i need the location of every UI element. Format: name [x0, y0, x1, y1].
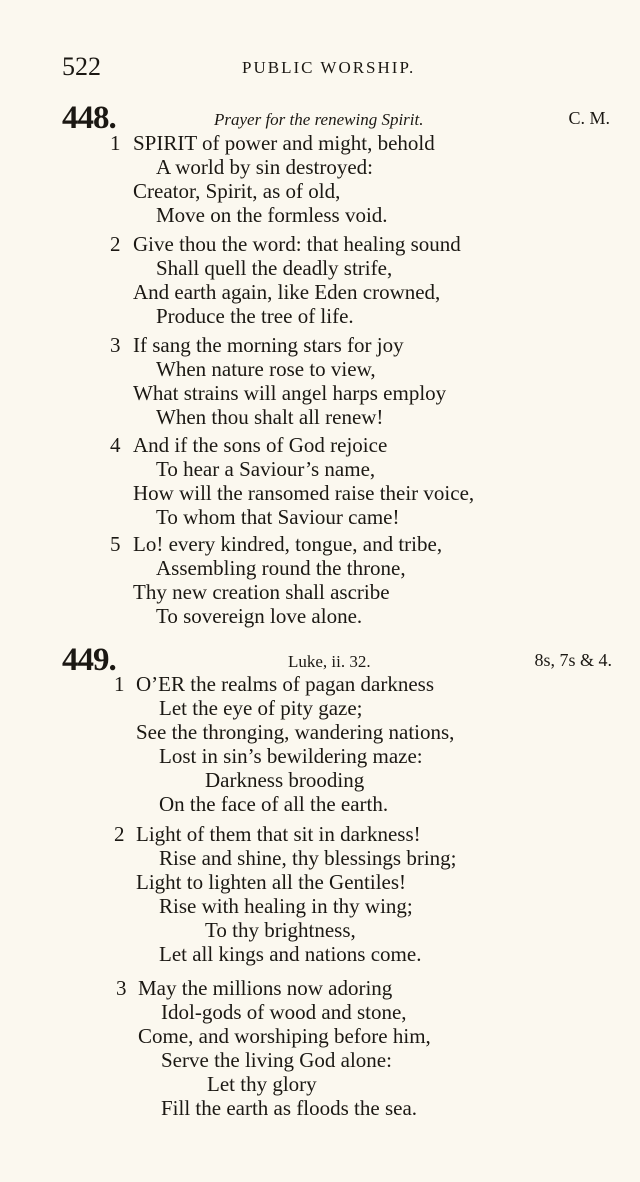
hymn-number: 448. — [62, 100, 116, 136]
verse-line: On the face of all the earth. — [159, 792, 389, 816]
verse-line: Thy new creation shall ascribe — [133, 580, 390, 604]
verse-line: Light of them that sit in darkness! — [136, 822, 421, 846]
verse-line: Idol-gods of wood and stone, — [161, 1000, 407, 1024]
stanza-number: 2 — [114, 822, 125, 846]
verse-line: Shall quell the deadly strife, — [156, 256, 393, 280]
verse-line: When thou shalt all renew! — [156, 405, 384, 429]
hymn-title: Prayer for the renewing Spirit. — [214, 110, 424, 129]
verse-line: If sang the morning stars for joy — [133, 333, 404, 357]
verse-line: Let thy glory — [207, 1072, 317, 1096]
verse-line: Light to lighten all the Gentiles! — [136, 870, 407, 894]
running-head — [62, 52, 610, 82]
hymn-meter: 8s, 7s & 4. — [534, 650, 612, 670]
verse-line: SPIRIT of power and might, behold — [133, 131, 435, 155]
verse-line: Assembling round the throne, — [156, 556, 406, 580]
verse-line: What strains will angel harps employ — [133, 381, 447, 405]
verse-line: Let the eye of pity gaze; — [159, 696, 363, 720]
verse-line: And earth again, like Eden crowned, — [133, 280, 441, 304]
verse-line: Creator, Spirit, as of old, — [133, 179, 341, 203]
verse-line: Come, and worshiping before him, — [138, 1024, 431, 1048]
stanza-number: 1 — [114, 672, 125, 696]
verse-line: Lost in sin’s bewildering maze: — [159, 744, 423, 768]
verse-line: Give thou the word: that healing sound — [133, 232, 461, 256]
verse-line: To thy brightness, — [205, 918, 356, 942]
verse-line: Move on the formless void. — [156, 203, 388, 227]
verse-line: Fill the earth as floods the sea. — [161, 1096, 418, 1120]
hymn-meter: C. M. — [568, 108, 610, 128]
verse-line: When nature rose to view, — [156, 357, 376, 381]
verse-line: Let all kings and nations come. — [159, 942, 422, 966]
verse-line: Serve the living God alone: — [161, 1048, 392, 1072]
running-title: PUBLIC WORSHIP. — [242, 58, 416, 77]
stanza-number: 1 — [110, 131, 121, 155]
stanza-number: 2 — [110, 232, 121, 256]
stanza-number: 4 — [110, 433, 121, 457]
stanza-number: 3 — [110, 333, 121, 357]
verse-line: A world by sin destroyed: — [156, 155, 373, 179]
verse-line: To hear a Saviour’s name, — [156, 457, 376, 481]
verse-line: Rise and shine, thy blessings bring; — [159, 846, 457, 870]
stanza-number: 3 — [116, 976, 127, 1000]
stanza-number: 5 — [110, 532, 121, 556]
verse-line: How will the ransomed raise their voice, — [133, 481, 475, 505]
page-number: 522 — [62, 52, 101, 81]
verse-line: Rise with healing in thy wing; — [159, 894, 413, 918]
verse-line: See the thronging, wandering nations, — [136, 720, 455, 744]
hymn-number: 449. — [62, 642, 116, 678]
verse-line: Darkness brooding — [205, 768, 365, 792]
verse-line: May the millions now adoring — [138, 976, 393, 1000]
verse-line: Produce the tree of life. — [156, 304, 354, 328]
verse-line: To sovereign love alone. — [156, 604, 363, 628]
verse-line: And if the sons of God rejoice — [133, 433, 388, 457]
verse-line: To whom that Saviour came! — [156, 505, 400, 529]
verse-line: Lo! every kindred, tongue, and tribe, — [133, 532, 443, 556]
hymn-title: Luke, ii. 32. — [288, 652, 371, 671]
verse-line: O’ER the realms of pagan darkness — [136, 672, 434, 696]
